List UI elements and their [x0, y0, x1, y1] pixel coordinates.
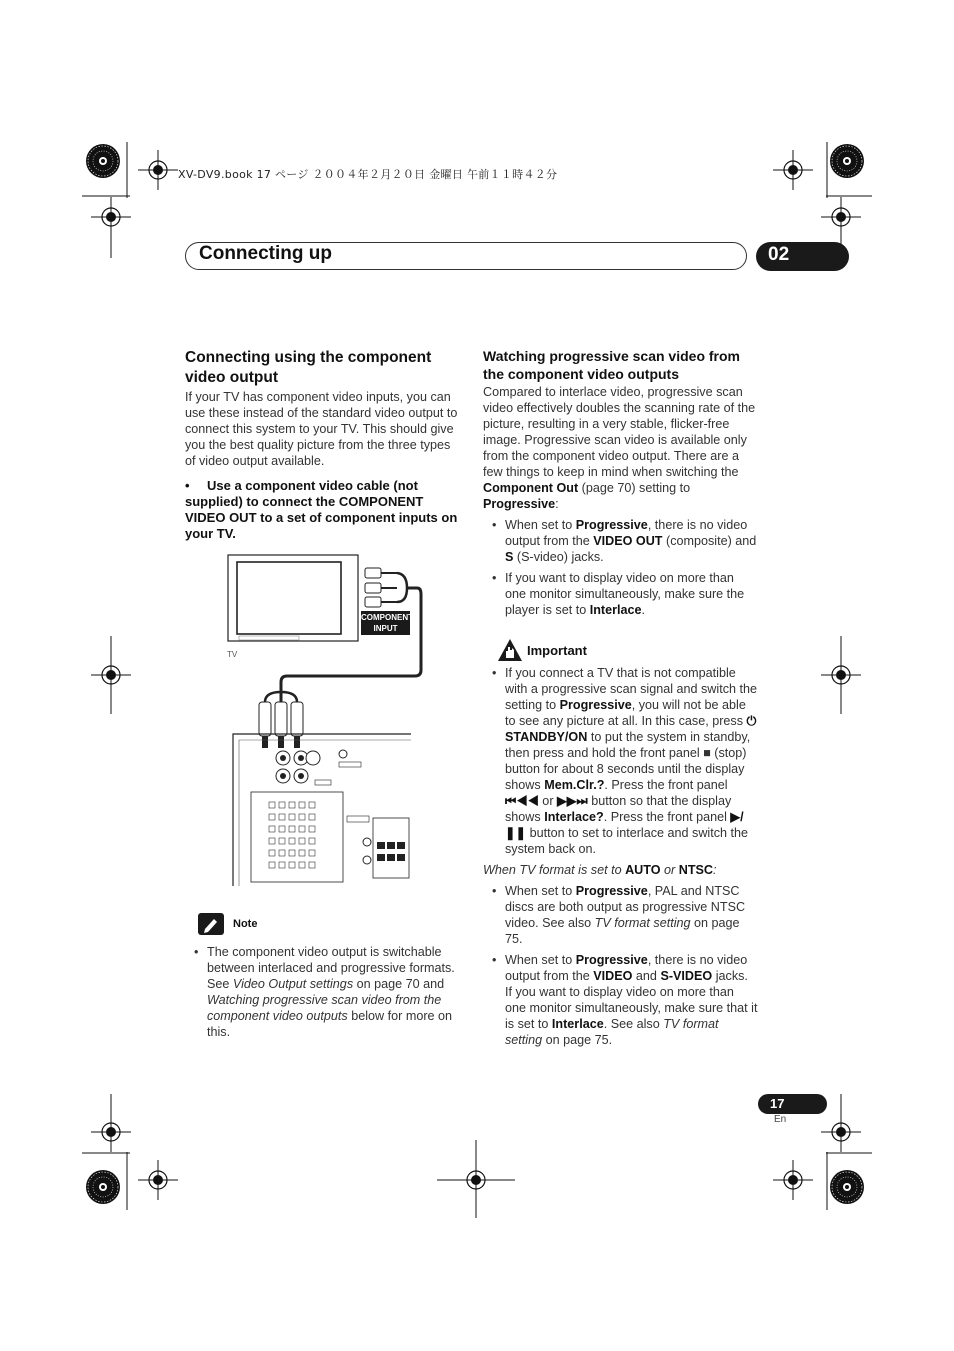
component-input-line2: INPUT: [373, 624, 398, 633]
connection-diagram: [225, 552, 425, 892]
note-pencil-icon: [198, 913, 224, 935]
list-item: • When set to Progressive, there is no video output from the VIDEO OUT (composite) and S (S-video) jacks.: [483, 517, 758, 565]
progressive-bullets: [483, 517, 758, 618]
registration-star-icon: [86, 144, 120, 178]
note-item: • The component video output is switchable between interlaced and progressive formats. See Video Output settings on page 70 and Watching progressive scan video from the component video outputs below for more on this.: [185, 944, 460, 1040]
component-cable: [281, 588, 421, 702]
tv-screen: [237, 562, 341, 634]
component-input-label: [361, 612, 413, 634]
cable-plugs: [259, 702, 303, 748]
component-input-line1: COMPONENT: [361, 613, 413, 622]
unit-rear-panel: [233, 734, 411, 886]
chapter-title: Connecting up: [199, 243, 332, 264]
tv-format-bullets: [483, 883, 758, 1048]
chapter-number: 02: [768, 244, 790, 265]
tv-label: TV: [227, 650, 238, 659]
instruction-text: Use a component video cable (not supplied) to connect the COMPONENT VIDEO OUT to a set of component inputs on your TV.: [185, 478, 458, 541]
left-column: [185, 348, 460, 542]
warning-hand-icon: [497, 638, 523, 662]
section-heading-progressive: Watching progressive scan video from the component video outputs: [483, 348, 740, 382]
list-item: • If you want to display video on more than one monitor simultaneously, make sure the player is set to Interlace.: [483, 570, 758, 618]
important-list: [483, 665, 758, 857]
tv-component-jacks: [365, 568, 397, 607]
list-item: • When set to Progressive, PAL and NTSC discs are both output as progressive NTSC video. See also TV format setting on page 75.: [483, 883, 758, 947]
tv-format-line: When TV format is set to AUTO or NTSC:: [483, 863, 717, 877]
important-title: Important: [527, 643, 587, 658]
instruction-bullet: • Use a component video cable (not supplied) to connect the COMPONENT VIDEO OUT to a set of component inputs on your TV.: [185, 478, 460, 542]
note-title: Note: [233, 918, 258, 930]
tv-outline: [228, 555, 358, 641]
file-info-line: XV-DV9.book 17 ページ ２００４年２月２０日 金曜日 午前１１時４２分: [178, 168, 558, 181]
progressive-intro: Compared to interlace video, progressive scan video effectively doubles the scanning rate of the picture, resulting in a very stable, flicker-free image. Progressive scan video is available only from the component video output. There are a few things to keep in mind when switching the Component Out (page 70) setting to Progressive:: [483, 385, 756, 511]
page-number: 17: [770, 1096, 785, 1111]
section-heading-component: Connecting using the component video output: [185, 349, 432, 386]
list-item: • When set to Progressive, there is no video output from the VIDEO and S-VIDEO jacks. If you want to display video on more than one monitor simultaneously, make sure that it is set to Interlace. See also TV format setting on page 75.: [483, 952, 758, 1048]
intro-paragraph: If your TV has component video inputs, you can use these instead of the standard video output to connect this system to your TV. This should give you the best quality picture from the three types of video output available.: [185, 390, 458, 468]
page-number-pill: [758, 1094, 827, 1114]
note-list: [185, 944, 460, 1040]
important-item: • If you connect a TV that is not compatible with a progressive scan signal and switch the setting to Progressive, you will not be able to see any picture at all. In this case, press ⏻ STANDBY/ON to put the system in standby, then press and hold the front panel ■ (stop) button for about 8 seconds until the display shows Mem.Clr.?. Press the front panel ⏮◀◀ or ▶▶⏭ button so that the display shows Interlace?. Press the front panel ▶/❚❚ button to set to interlace and switch the system back on.: [483, 665, 758, 857]
registration-star-icon: [830, 144, 864, 178]
page-language: En: [774, 1114, 787, 1125]
right-column: [483, 347, 758, 618]
registration-star-icon: [86, 1170, 120, 1204]
registration-star-icon: [830, 1170, 864, 1204]
